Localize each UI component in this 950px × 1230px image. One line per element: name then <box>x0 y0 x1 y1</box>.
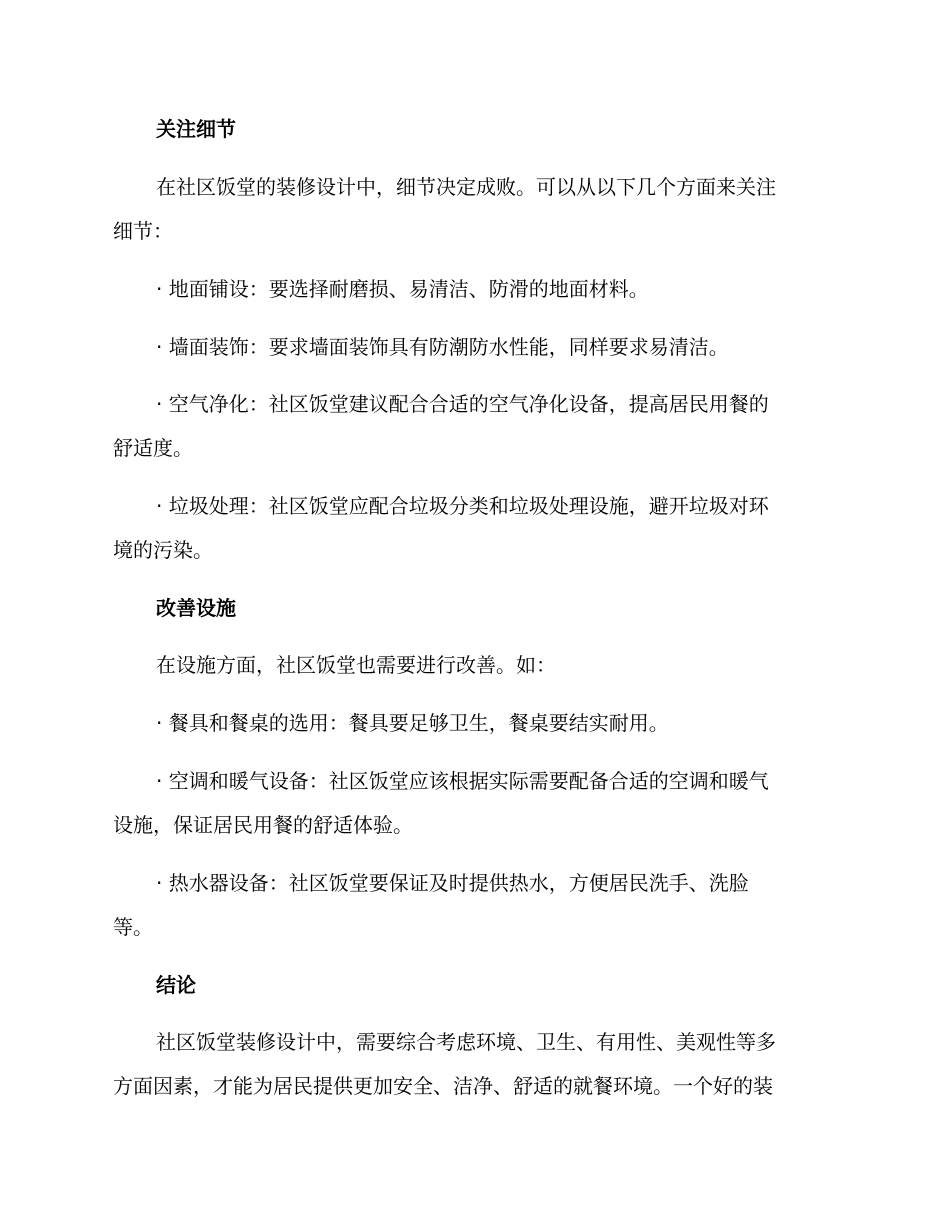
list-item-garbage-line-1: · 垃圾处理：社区饭堂应配合垃圾分类和垃圾处理设施，避开垃圾对环 <box>156 494 769 518</box>
list-item-air-line-2: 舒适度。 <box>113 436 193 460</box>
list-item-water-heater-line-1: · 热水器设备：社区饭堂要保证及时提供热水，方便居民洗手、洗脸 <box>156 871 749 895</box>
section-heading-details: 关注细节 <box>156 117 236 141</box>
paragraph-facilities-intro: 在设施方面，社区饭堂也需要进行改善。如： <box>156 653 556 677</box>
paragraph-details-intro-line-2: 细节： <box>113 219 173 243</box>
list-item-wall: · 墙面装饰：要求墙面装饰具有防潮防水性能，同样要求易清洁。 <box>156 335 729 359</box>
list-item-air-line-1: · 空气净化：社区饭堂建议配合合适的空气净化设备，提高居民用餐的 <box>156 392 769 416</box>
list-item-hvac-line-2: 设施，保证居民用餐的舒适体验。 <box>113 813 413 837</box>
list-item-garbage-line-2: 境的污染。 <box>113 538 213 562</box>
section-heading-facilities: 改善设施 <box>156 596 236 620</box>
paragraph-details-intro-line-1: 在社区饭堂的装修设计中，细节决定成败。可以从以下几个方面来关注 <box>156 175 776 199</box>
list-item-floor: · 地面铺设：要选择耐磨损、易清洁、防滑的地面材料。 <box>156 277 649 301</box>
paragraph-conclusion-line-2: 方面因素，才能为居民提供更加安全、洁净、舒适的就餐环境。一个好的装 <box>113 1074 773 1098</box>
list-item-hvac-line-1: · 空调和暖气设备：社区饭堂应该根据实际需要配备合适的空调和暖气 <box>156 769 769 793</box>
list-item-tableware: · 餐具和餐桌的选用：餐具要足够卫生，餐桌要结实耐用。 <box>156 711 669 735</box>
section-heading-conclusion: 结论 <box>156 973 196 997</box>
paragraph-conclusion-line-1: 社区饭堂装修设计中，需要综合考虑环境、卫生、有用性、美观性等多 <box>156 1030 776 1054</box>
list-item-water-heater-line-2: 等。 <box>113 915 153 939</box>
